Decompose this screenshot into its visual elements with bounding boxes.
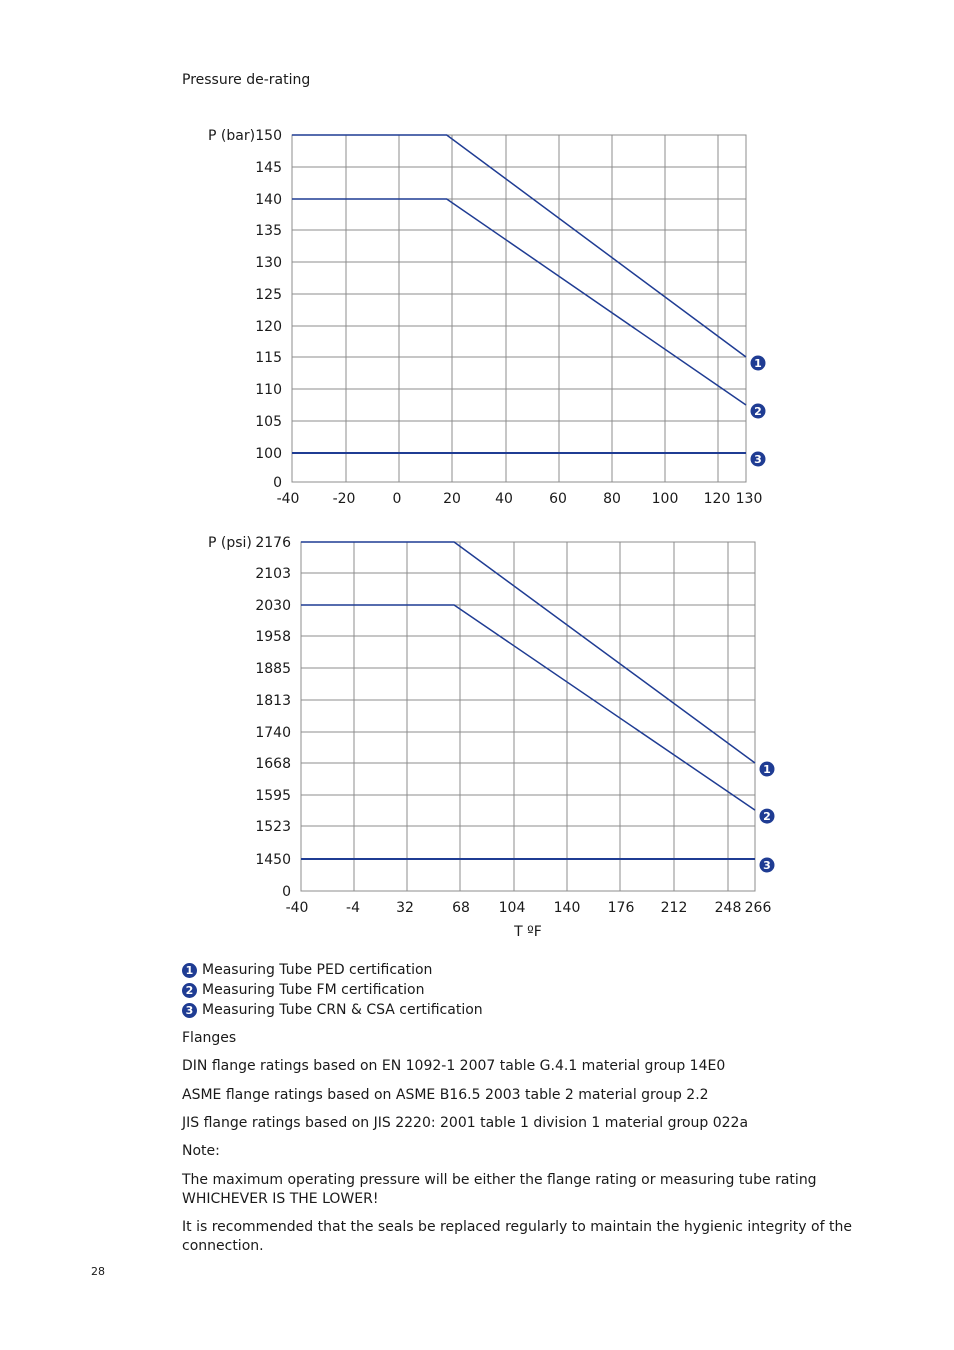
legend-label: Measuring Tube PED certification [202,962,433,978]
x-axis-label: T ºF [514,924,542,940]
plot-frame [292,135,746,482]
y-axis-label: P (bar) [208,128,256,144]
flange-line-din: DIN flange ratings based on EN 1092-1 2007 table G.4.1 material group 14E0 [182,1058,726,1074]
legend-item [182,960,483,980]
x-tick-label: -4 [346,900,360,916]
y-tick-label: 1668 [255,756,291,772]
series-badge-label: 2 [763,810,771,824]
x-tick-label: 130 [735,491,763,507]
plot-frame [301,542,755,891]
x-tick-label: -40 [276,491,300,507]
y-axis-label: P (psi) [208,535,252,551]
x-tick-label: 32 [396,900,414,916]
legend-item [182,980,483,1000]
y-tick-label: 2176 [255,535,291,551]
x-tick-label: 176 [607,900,635,916]
y-tick-label: 145 [255,160,282,176]
x-tick-label: 248 [714,900,742,916]
y-tick-label: 150 [255,128,282,144]
legend-item [182,1000,483,1020]
x-tick-label: 80 [603,491,621,507]
y-tick-label: 1740 [255,725,291,741]
legend [182,960,483,1020]
x-tick-label: 212 [660,900,688,916]
y-tick-label: 100 [255,446,282,462]
flange-line-asme: ASME flange ratings based on ASME B16.5 2003 table 2 material group 2.2 [182,1087,709,1103]
x-tick-label: 60 [549,491,567,507]
series-badge-label: 1 [763,763,771,776]
series-line-1 [292,135,746,357]
note-recommendation: It is recommended that the seals be replaced regularly to maintain the hygienic integrity of the connection. [182,1219,852,1254]
y-tick-label: 1450 [255,852,291,868]
number-2-badge: 2 [182,983,197,998]
series-line-1 [301,542,755,763]
y-tick-label: 140 [255,192,282,208]
pressure-bar-chart [180,120,820,520]
y-tick-label: 0 [273,475,282,491]
y-tick-label: 1813 [255,693,291,709]
page-number: 28 [91,1265,105,1278]
legend-label: Measuring Tube FM certification [202,982,425,998]
note-text [182,1171,882,1209]
x-tick-label: 0 [392,491,402,507]
y-tick-label: 1595 [255,788,291,804]
x-tick-label: -40 [285,900,309,916]
number-1-badge: 1 [182,963,197,978]
x-tick-label: -20 [332,491,356,507]
note-warning: WHICHEVER IS THE LOWER! [182,1191,379,1207]
y-tick-label: 0 [282,884,291,900]
y-tick-label: 110 [255,382,282,398]
y-tick-label: 130 [255,255,282,271]
series-badge-label: 1 [754,357,762,370]
number-3-badge: 3 [182,1003,197,1018]
x-tick-label: 266 [744,900,772,916]
flange-line-jis: JIS flange ratings based on JIS 2220: 2001 table 1 division 1 material group 022a [182,1115,749,1131]
x-tick-label: 100 [651,491,679,507]
x-tick-label: 120 [703,491,731,507]
y-tick-label: 120 [255,319,282,335]
y-tick-label: 2103 [255,566,291,582]
x-tick-label: 20 [443,491,461,507]
note-heading: Note: [182,1143,220,1159]
y-tick-label: 105 [255,414,282,430]
y-tick-label: 1958 [255,629,291,645]
x-tick-label: 140 [553,900,581,916]
x-tick-label: 40 [495,491,513,507]
y-tick-label: 1523 [255,819,291,835]
y-tick-label: 2030 [255,598,291,614]
y-tick-label: 135 [255,223,282,239]
note-line-1: The maximum operating pressure will be either the flange rating or measuring tube rating [182,1172,817,1188]
flanges-heading: Flanges [182,1030,237,1046]
series-badge-label: 3 [763,859,771,872]
pressure-psi-chart [180,528,820,948]
section-title: Pressure de-rating [182,72,311,88]
x-tick-label: 104 [498,900,526,916]
series-badge-label: 2 [754,405,762,418]
x-tick-label: 68 [452,900,470,916]
y-tick-label: 125 [255,287,282,303]
legend-label: Measuring Tube CRN & CSA certification [202,1002,483,1018]
y-tick-label: 115 [255,350,282,366]
y-tick-label: 1885 [255,661,291,677]
series-badge-label: 3 [754,453,762,466]
